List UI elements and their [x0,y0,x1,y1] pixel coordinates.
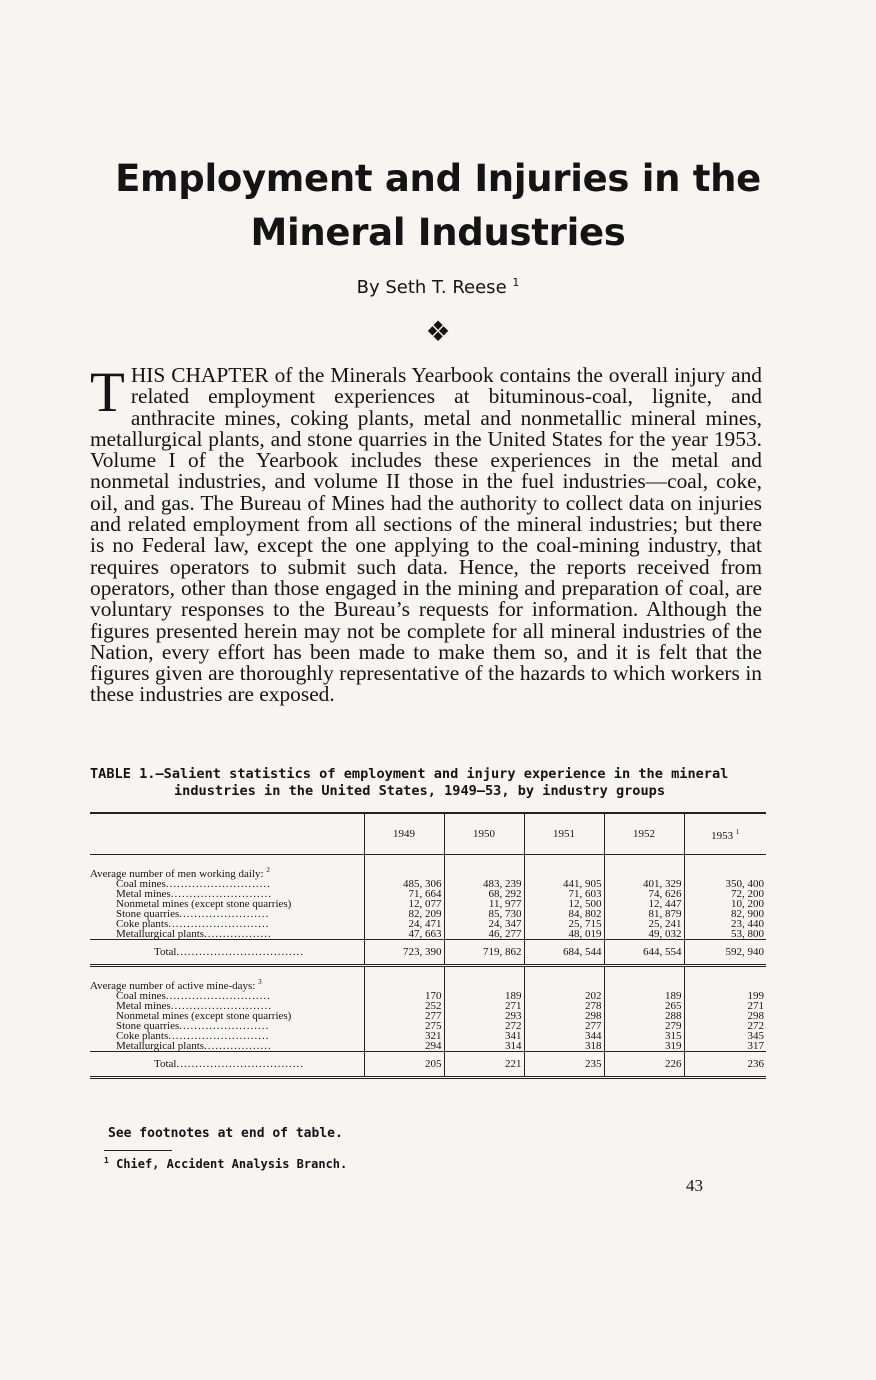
total-cell: 226 [604,1052,684,1078]
data-cell: 72, 200 [684,889,766,899]
table-caption-line-1: TABLE 1.—Salient statistics of employment and injury experience in the mineral [90,766,729,782]
row-label [90,940,364,966]
data-cell: 277 [364,1011,444,1021]
total-cell: 723, 390 [364,940,444,966]
data-cell: 46, 277 [444,929,524,940]
data-cell: 202 [524,991,604,1001]
data-cell: 85, 730 [444,909,524,919]
section-heading [90,855,364,880]
data-cell: 47, 663 [364,929,444,940]
data-cell: 71, 664 [364,889,444,899]
total-row [90,940,766,966]
data-cell: 24, 471 [364,919,444,929]
row-label-text: Metal mines [116,1000,171,1012]
data-cell: 53, 800 [684,929,766,940]
table-caption [90,766,766,800]
total-cell: 205 [364,1052,444,1078]
intro-paragraph [90,361,762,707]
footnote-text: Chief, Accident Analysis Branch. [116,1157,348,1171]
section-heading-row [90,966,766,992]
empty-cell [524,966,604,992]
data-cell: 294 [364,1041,444,1052]
row-label-text: Total [154,946,177,958]
data-cell: 25, 241 [604,919,684,929]
table-body [90,855,766,1078]
empty-cell [684,855,766,880]
data-cell: 170 [364,991,444,1001]
table-row [90,1041,766,1052]
statistics-table [90,812,766,1079]
table-header-row [90,813,766,855]
row-label-text: Total [154,1058,177,1070]
leader-dots: ........................ [179,908,270,920]
year-header: 1952 [604,813,684,855]
data-cell: 10, 200 [684,899,766,909]
data-cell: 485, 306 [364,879,444,889]
row-label-text: Metallurgical plants [116,928,205,940]
empty-cell [444,855,524,880]
data-cell: 11, 977 [444,899,524,909]
data-cell: 314 [444,1041,524,1052]
empty-cell [604,966,684,992]
table-caption-line-2: industries in the United States, 1949–53, by industry groups [174,783,666,799]
data-cell: 49, 032 [604,929,684,940]
data-cell: 277 [524,1021,604,1031]
section-heading-text: Average number of active mine-days: [90,980,256,992]
leader-dots: ............................ [165,990,271,1002]
total-cell: 221 [444,1052,524,1078]
data-cell: 12, 500 [524,899,604,909]
total-cell: 592, 940 [684,940,766,966]
footnote-mark: 1 [104,1156,109,1165]
year-header: 1949 [364,813,444,855]
data-cell: 298 [684,1011,766,1021]
table-row [90,929,766,940]
data-cell: 278 [524,1001,604,1011]
data-cell: 84, 802 [524,909,604,919]
leader-dots: ........................... [170,888,272,900]
drop-cap: T [90,361,125,424]
data-cell: 318 [524,1041,604,1052]
leader-dots: ........................ [179,1020,270,1032]
leader-dots: ........................... [168,918,270,930]
data-cell: 350, 400 [684,879,766,889]
footnote-divider [104,1150,172,1151]
data-cell: 344 [524,1031,604,1041]
data-cell: 74, 626 [604,889,684,899]
year-header: 1953 $^1$ [684,813,766,855]
row-label-text: Metal mines [116,888,171,900]
data-cell: 12, 077 [364,899,444,909]
row-label [90,929,364,940]
page-title: Employment and Injuries in the Mineral Industries [115,157,761,254]
leader-dots: .................................. [176,946,304,958]
leader-dots: .................. [204,1040,272,1052]
row-label-text: Metallurgical plants [116,1040,205,1052]
total-cell: 719, 862 [444,940,524,966]
data-cell: 272 [684,1021,766,1031]
total-cell: 236 [684,1052,766,1078]
empty-cell [364,855,444,880]
year-header: 1950 [444,813,524,855]
empty-cell [684,966,766,992]
data-cell: 293 [444,1011,524,1021]
year-header: 1951 [524,813,604,855]
leader-dots: ........................... [170,1000,272,1012]
data-cell: 189 [604,991,684,1001]
row-label-text: Nonmetal mines (except stone quarries) [116,1010,292,1022]
data-cell: 24, 347 [444,919,524,929]
row-label-text: Coke plants [116,1030,169,1042]
data-cell: 288 [604,1011,684,1021]
data-cell: 265 [604,1001,684,1011]
data-cell: 271 [444,1001,524,1011]
data-cell: 48, 019 [524,929,604,940]
data-cell: 441, 905 [524,879,604,889]
data-cell: 321 [364,1031,444,1041]
ornament-icon: ❖ [425,317,451,348]
page-number: 43 [686,1176,703,1195]
leader-dots: .................. [204,928,272,940]
byline [0,276,876,298]
row-label-text: Stone quarries [116,908,180,920]
leader-dots: .................................. [176,1058,304,1070]
row-label-text: Coal mines [116,990,166,1002]
empty-cell [364,966,444,992]
row-label-text: Coke plants [116,918,169,930]
author-footnote-mark: 1 [512,276,520,289]
data-cell: 12, 447 [604,899,684,909]
data-cell: 189 [444,991,524,1001]
data-cell: 279 [604,1021,684,1031]
data-cell: 315 [604,1031,684,1041]
section-heading-text: Average number of men working daily: [90,868,264,880]
section-heading-row [90,855,766,880]
footnote [104,1156,347,1171]
data-cell: 23, 440 [684,919,766,929]
total-cell: 235 [524,1052,604,1078]
row-label-text: Nonmetal mines (except stone quarries) [116,898,292,910]
data-cell: 252 [364,1001,444,1011]
empty-cell [524,855,604,880]
stub-header [90,813,364,855]
data-cell: 82, 900 [684,909,766,919]
row-label-text: Stone quarries [116,1020,180,1032]
author-name: By Seth T. Reese [356,277,507,298]
data-cell: 401, 329 [604,879,684,889]
leader-dots: ............................ [165,878,271,890]
leader-dots: ........................... [168,1030,270,1042]
total-row [90,1052,766,1078]
section-footnote-mark: 3 [258,978,262,986]
empty-cell [444,966,524,992]
row-label [90,1052,364,1078]
row-label [90,1041,364,1052]
see-footnotes-note: See footnotes at end of table. [108,1126,343,1141]
empty-cell [604,855,684,880]
data-cell: 275 [364,1021,444,1031]
section-heading [90,966,364,992]
data-cell: 341 [444,1031,524,1041]
total-cell: 644, 554 [604,940,684,966]
data-cell: 272 [444,1021,524,1031]
data-cell: 81, 879 [604,909,684,919]
data-cell: 25, 715 [524,919,604,929]
intro-text: HIS CHAPTER of the Minerals Yearbook contains the overall injury and related employment experiences at bituminous-coal, lignite, and anthracite mines, coking plants, metal and nonmetallic mineral mines, metallurgical plants, and stone quarries in the United States for the year 1953. Volume I of the Yearbook includes these experiences in the metal and nonmetal industries, and volume II those in the fuel industries—coal, coke, oil, and gas. The Bureau of Mines had the authority to collect data on injuries and related employment from all sections of the mineral industries; but there is no Federal law, except the one applying to the coal-mining industry, that requires operators to submit such data. Hence, the reports received from operators, other than those engaged in the mining and preparation of coal, are voluntary responses to the Bureau’s requests for information. Although the figures presented herein may not be complete for all mineral industries of the Nation, every effort has been made to make them so, and it is felt that the figures given are thoroughly representative of the hazards to which workers in these industries are exposed. [90,363,762,707]
data-cell: 82, 209 [364,909,444,919]
total-cell: 684, 544 [524,940,604,966]
data-cell: 345 [684,1031,766,1041]
data-cell: 199 [684,991,766,1001]
data-cell: 298 [524,1011,604,1021]
row-label-text: Coal mines [116,878,166,890]
data-cell: 71, 603 [524,889,604,899]
data-cell: 319 [604,1041,684,1052]
data-cell: 483, 239 [444,879,524,889]
section-footnote-mark: 2 [266,866,270,874]
data-cell: 271 [684,1001,766,1011]
data-cell: 68, 292 [444,889,524,899]
data-cell: 317 [684,1041,766,1052]
